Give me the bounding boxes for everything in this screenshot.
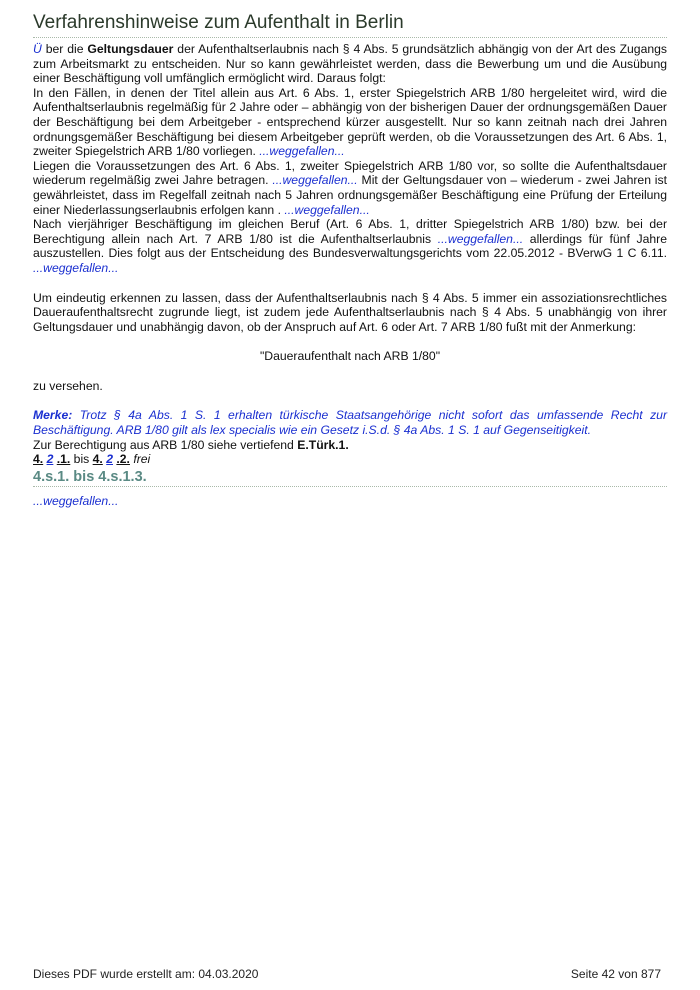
title-divider	[33, 37, 667, 38]
paragraph-zweiter-spiegelstrich: Liegen die Voraussetzungen des Art. 6 Abs. 1, zweiter Spiegelstrich ARB 1/80 vor, so sollte die Aufenthaltsdauer wiederum regelmäßig zwei Jahre betragen. ...weggefallen... Mit der Geltungsdauer von – wiederum - zwei Jahren ist gewährleistet, dass im Regelfall zeitnah nach 5 Jahren ordnungsgemäßer Beschäftigung eine Prüfung der Erteilung einer Niederlassungserlaubnis erfolgen kann . ...weggefallen...	[33, 158, 667, 217]
merke-note	[33, 408, 667, 437]
section-heading: 4.s.1. bis 4.s.1.3.	[33, 468, 147, 485]
status-frei: frei	[129, 452, 151, 467]
paragraph-anmerkung: Um eindeutig erkennen zu lassen, dass der Aufenthaltserlaubnis nach § 4 Abs. 5 immer ein assoziationsrechtliches Daueraufenthaltsrecht zugrunde liegt, ist zudem jede Aufenthaltserlaubnis nach § 4 Abs. 5 unabhängig von ihrer Geltungsdauer und unabhängig davon, ob der Anspruch auf Art. 6 oder Art. 7 ARB 1/80 fußt mit der Anmerkung:	[33, 290, 667, 334]
section-link[interactable]: 2	[46, 452, 54, 467]
paragraph-geltungsdauer: Ü ber die Geltungsdauer der Aufenthaltserlaubnis nach § 4 Abs. 5 grundsätzlich abhängig von der Art des Zugangs zum Arbeitsmarkt zu entscheiden. Nur so kann gewährleistet werden, dass die Bewerbung um und die Ausübung einer Beschäftigung voll umfänglich ermöglicht wird. Daraus folgt:	[33, 42, 668, 86]
removed-link[interactable]: ...weggefallen...	[259, 144, 345, 159]
reference-line: Zur Berechtigung aus ARB 1/80 siehe vertiefend E.Türk.1.	[33, 437, 349, 452]
section-removed	[33, 494, 667, 509]
section-range-line: 4. 2 .1. bis 4. 2 .2. frei	[33, 452, 151, 467]
merke-text: Trotz § 4a Abs. 1 S. 1 erhalten türkische Staatsangehörige nicht sofort das umfassende Recht zur Beschäftigung. ARB 1/80 gilt als lex specialis wie ein Gesetz i.S.d. § 4a Abs. 1 S. 1 auf Gegenseitigkeit.	[33, 408, 667, 438]
term-geltungsdauer: Geltungsdauer	[87, 42, 174, 56]
merke-label: Merke:	[33, 408, 73, 423]
footer-page-number: Seite 42 von 877	[570, 967, 661, 981]
quote-daueraufenthalt: "Daueraufenthalt nach ARB 1/80"	[259, 349, 441, 364]
reference-link[interactable]: E.Türk.1.	[297, 437, 349, 452]
footer-created-date: Dieses PDF wurde erstellt am: 04.03.2020	[33, 967, 259, 981]
paragraph-dritter-spiegelstrich: Nach vierjähriger Beschäftigung im gleichen Beruf (Art. 6 Abs. 1, dritter Spiegelstrich ARB 1/80) bzw. bei der Berechtigung allein nach Art. 7 ARB 1/80 ist die Aufenthaltserlaubnis ...weggefallen... allerdings für fünf Jahre auszustellen. Dies folgt aus der Entscheidung des Bundesverwaltungsgerichts vom 22.05.2012 - BVerwG 1 C 6.11. ...weggefallen...	[33, 217, 667, 275]
removed-link[interactable]: ...weggefallen...	[33, 494, 119, 509]
section-divider	[33, 486, 667, 487]
removed-link[interactable]: ...weggefallen...	[284, 202, 370, 217]
paragraph-erster-spiegelstrich: In den Fällen, in denen der Titel allein aus Art. 6 Abs. 1, erster Spiegelstrich ARB 1/80 hergeleitet wird, wird die Aufenthaltserlaubnis regelmäßig für 2 Jahre oder – abhängig von der bisherigen Dauer der ordnungsgemäßen Dauer der Beschäftigung bei dem Arbeitgeber - entsprechend kürzer ausgestellt. Nur so kann zeitnah nach drei Jahren ordnungsgemäßer Beschäftigung bei diesem Arbeitgeber geprüft werden, ob die Voraussetzungen des Art. 6 Abs. 1, zweiter Spiegelstrich ARB 1/80 vorliegen. ...weggefallen...	[33, 85, 667, 159]
paragraph-zu-versehen: zu versehen.	[33, 378, 103, 393]
removed-link[interactable]: ...weggefallen...	[437, 231, 524, 246]
main-content	[33, 42, 667, 509]
link-initial[interactable]: Ü	[33, 42, 42, 56]
removed-link[interactable]: ...weggefallen...	[33, 260, 119, 275]
page-title: Verfahrenshinweise zum Aufenthalt in Berlin	[33, 12, 404, 33]
section-link[interactable]: 2	[106, 452, 113, 467]
removed-link[interactable]: ...weggefallen...	[272, 173, 358, 188]
